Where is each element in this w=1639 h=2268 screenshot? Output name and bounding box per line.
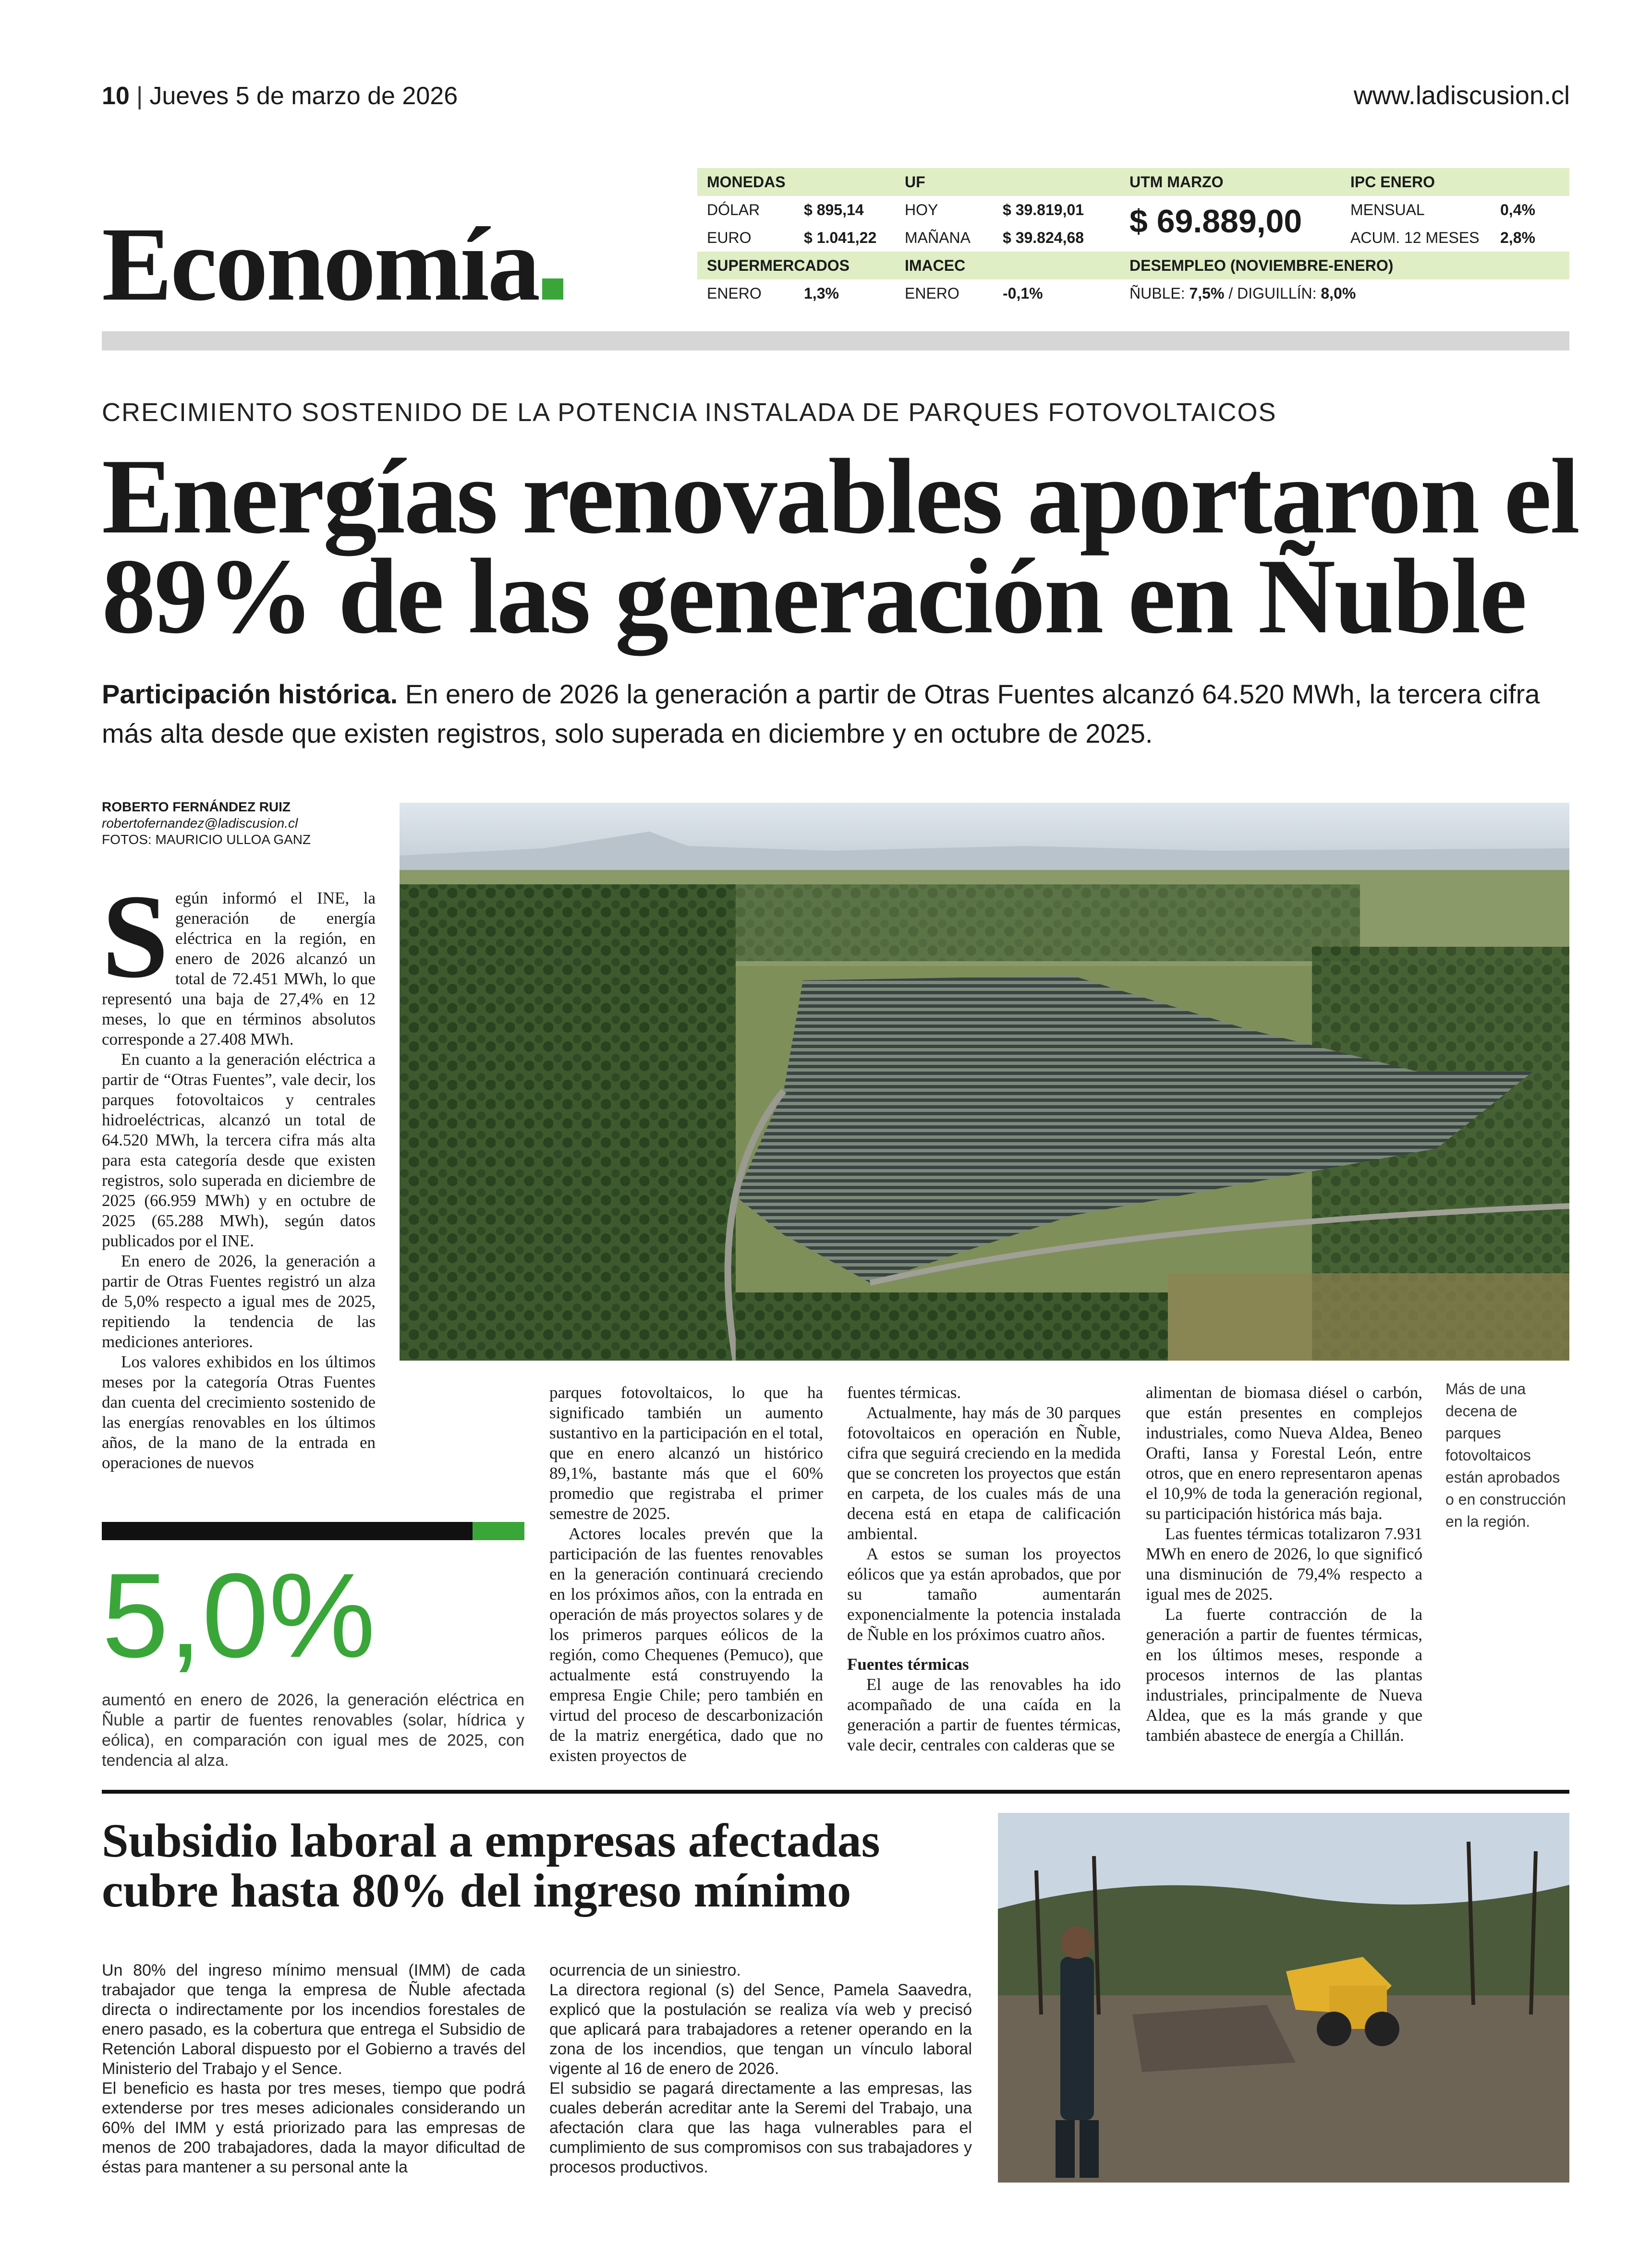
photo-credit: FOTOS: MAURICIO ULLOA GANZ [102,832,311,847]
secondary-headline-line-1: Subsidio laboral a empresas afectadas [102,1814,880,1867]
supermercados-enero-label: ENERO [707,285,762,302]
uf-hoy-value: $ 39.819,01 [1003,201,1084,218]
page-number-date [102,82,458,110]
paragraph: Los valores exhibidos en los últimos meses por la categoría Otras Fuentes dan cuenta del crecimiento sostenido de las energías renovables en los últimos años, de la mano de la entrada en operaciones de nuevos [102,1352,376,1472]
nuble-label: ÑUBLE: [1129,285,1185,302]
paragraph: Un 80% del ingreso mínimo mensual (IMM) de cada trabajador que tenga la empresa de Ñuble afectada directa o indirectamente por los incendios forestales de enero pasado, es la cobertura que entrega el Subsidio de Retención Laboral dispuesto por el Gobierno a través del Ministerio del Trabajo y el Sence. [102,1961,525,2078]
paragraph: El auge de las renovables ha ido acompañado de una caída en la generación a partir de fuentes térmicas, vale decir, centrales con calderas que se [847,1675,1121,1754]
desempleo-label: DESEMPLEO (NOVIEMBRE-ENERO) [1129,257,1394,274]
paragraph: alimentan de biomasa diésel o carbón, que están presentes en complejos industriales, como Nueva Aldea, Beneo Orafti, Iansa y Forestal León, entre otros, que en enero representaron apenas el 10,9% de toda la generación regional, su participación histórica más baja. [1146,1383,1422,1523]
ipc-mensual-value: 0,4% [1500,201,1535,218]
author-email[interactable]: robertofernandez@ladiscusion.cl [102,816,298,831]
fire-damage-photo [998,1813,1569,2183]
dolar-value: $ 895,14 [804,201,864,218]
stat-description: aumentó en enero de 2026, la generación eléctrica en Ñuble a partir de fuentes renovables (solar, hídrica y eólica), en comparación con igual mes de 2025, con tendencia al alza. [102,1691,524,1770]
section-title-text: Economía [102,205,539,323]
imacec-enero-label: ENERO [905,285,959,302]
lede-text: En enero de 2026 la generación a partir de Otras Fuentes alcanzó 64.520 MWh, la tercera cifra más alta desde que existen registros, solo superada en diciembre y en octubre de 2025. [102,679,1540,748]
byline [102,799,371,848]
lede-bold: Participación histórica. [102,679,398,709]
article-column-1 [102,870,376,1473]
nuble-value: 7,5% [1189,285,1225,302]
dolar-label: DÓLAR [707,201,760,218]
diguillin-label: / DIGUILLÍN: [1228,285,1317,302]
article-column-4 [1146,1383,1422,1746]
photo-caption: Más de una decena de parques fotovoltaicos están aprobados o en construcción en la región. [1445,1380,1566,1530]
euro-label: EURO [707,229,752,246]
paragraph [102,870,376,1050]
desempleo-values [1129,279,1356,307]
article-lede [102,675,1571,753]
stat-value: 5,0% [102,1548,376,1682]
paragraph: El beneficio es hasta por tres meses, tiempo que podrá extenderse por tres meses adicionales considerando un 60% del IMM y está priorizado para las empresas de menos de 200 trabajadores, dada la mayor dificultad de éstas para mantener a su personal ante la [102,2079,525,2176]
indicators-header-row-2 [697,252,1569,279]
secondary-headline [102,1816,1014,1916]
headline-line-2: 89% de las generación en Ñuble [102,537,1526,656]
monedas-label: MONEDAS [707,173,786,191]
page-number: 10 [102,82,130,110]
secondary-column-1 [102,1961,525,2177]
paragraph: Actores locales prevén que la participación de las fuentes renovables en la generación continuará creciendo en los próximos años, con la entrada en operación de más proyectos solares y de los primeros parques eólicos de la región, como Chequenes (Pemuco), que actualmente está construyendo la empresa Engie Chile; pero también en virtud del proceso de descarbonización de la matriz energética, dado que no existen proyectos de [549,1524,823,1765]
utm-label: UTM MARZO [1129,173,1224,191]
utm-value: $ 69.889,00 [1129,203,1302,240]
euro-value: $ 1.041,22 [804,229,877,246]
supermercados-label: SUPERMERCADOS [707,257,850,274]
secondary-column-2 [549,1961,972,2177]
paragraph: Actualmente, hay más de 30 parques fotovoltaicos en operación en Ñuble, cifra que seguirá creciendo en la medida que se concreten los proyectos que están en carpeta, de los cuales más de una decena está en etapa de calificación ambiental. [847,1403,1121,1543]
ipc-acum-label: ACUM. 12 MESES [1350,229,1480,246]
section-subhead: Fuentes térmicas [847,1655,969,1674]
paragraph-text: egún informó el INE, la generación de energía eléctrica en la región, en enero de 2026 alcanzó un total de 72.451 MWh, lo que representó una baja de 27,4% en 12 meses, lo que en términos absolutos corresponde a 27.408 MWh. [102,889,376,1049]
fire-damage-illustration [998,1813,1569,2183]
issue-date: Jueves 5 de marzo de 2026 [149,82,458,110]
solar-park-aerial-photo [400,803,1569,1361]
ipc-mensual-label: MENSUAL [1350,201,1425,218]
paragraph: En enero de 2026, la generación a partir de Otras Fuentes registró un alza de 5,0% respecto a igual mes de 2025, repitiendo la tendencia de las mediciones anteriores. [102,1252,376,1351]
ipc-acum-value: 2,8% [1500,229,1535,246]
drop-cap: S [102,870,169,1003]
paragraph: A estos se suman los proyectos eólicos que ya están aprobados, que por su tamaño aumentarán exponencialmente la potencia instalada de Ñuble en los próximos cuatro años. [847,1544,1121,1644]
ipc-label: IPC ENERO [1350,173,1435,191]
uf-label: UF [905,173,925,191]
website-link[interactable]: www.ladiscusion.cl [1353,81,1570,110]
solar-park-illustration [400,803,1569,1361]
supermercados-enero-value: 1,3% [804,285,839,302]
paragraph: El subsidio se pagará directamente a las empresas, las cuales deberán acreditar ante la Seremi del Trabajo, una afectación clara que las haga vulnerables para el cumplimiento de sus compromisos con sus trabajadores y procesos productivos. [549,2079,972,2176]
headline-line-1: Energías renovables aportaron el [102,437,1579,556]
header-divider [102,331,1569,350]
uf-hoy-label: HOY [905,201,938,218]
uf-manana-value: $ 39.824,68 [1003,229,1084,246]
imacec-enero-value: -0,1% [1003,285,1043,302]
paragraph: En cuanto a la generación eléctrica a partir de “Otras Fuentes”, vale decir, los parques fotovoltaicos y centrales hidroeléctricas, alcanzó un total de 64.520 MWh, la tercera cifra más alta para esta categoría desde que existen registros, solo superada en diciembre de 2025 (66.959 MWh) y en octubre de 2025 (65.288 MWh), según datos publicados por el INE. [102,1050,376,1250]
article-column-2 [549,1383,823,1766]
article-divider [102,1790,1569,1794]
paragraph: La fuerte contracción de la generación a partir de fuentes térmicas, en los últimos meses, responde a procesos internos de las plantas industriales, principalmente de Nueva Aldea, que es la más grande y que también abastece de energía a Chillán. [1146,1605,1422,1745]
secondary-headline-line-2: cubre hasta 80% del ingreso mínimo [102,1864,851,1917]
article-column-3 [847,1383,1121,1755]
diguillin-value: 8,0% [1321,285,1356,302]
section-dot-icon [542,278,563,300]
uf-manana-label: MAÑANA [905,229,971,246]
paragraph: parques fotovoltaicos, lo que ha significado también un aumento sustantivo en la participación en el total, que en enero alcanzó un histórico 89,1%, bastante más que el 60% promedio que registraba el primer semestre de 2025. [549,1383,823,1523]
paragraph: ocurrencia de un siniestro. [549,1961,741,1979]
article-kicker: CRECIMIENTO SOSTENIDO DE LA POTENCIA INSTALADA DE PARQUES FOTOVOLTAICOS [102,398,1277,427]
separator: | [136,82,143,110]
indicators-header-row [697,168,1569,196]
stat-bar-accent [473,1522,524,1540]
paragraph: La directora regional (s) del Sence, Pamela Saavedra, explicó que la postulación se realiza vía web y precisó que aplicará para trabajadores a retener operando en la zona de los incendios, que tengan un vínculo laboral vigente al 16 de enero de 2026. [549,1981,972,2078]
section-title [102,205,563,323]
stat-bar [102,1522,524,1540]
author-name: ROBERTO FERNÁNDEZ RUIZ [102,799,291,814]
indicators-row-3 [697,279,1569,307]
paragraph: Las fuentes térmicas totalizaron 7.931 MWh en enero de 2026, lo que significó una disminución de 79,4% respecto a igual mes de 2025. [1146,1524,1422,1604]
article-headline [102,437,1581,656]
paragraph: fuentes térmicas. [847,1383,961,1402]
imacec-label: IMACEC [905,257,966,274]
